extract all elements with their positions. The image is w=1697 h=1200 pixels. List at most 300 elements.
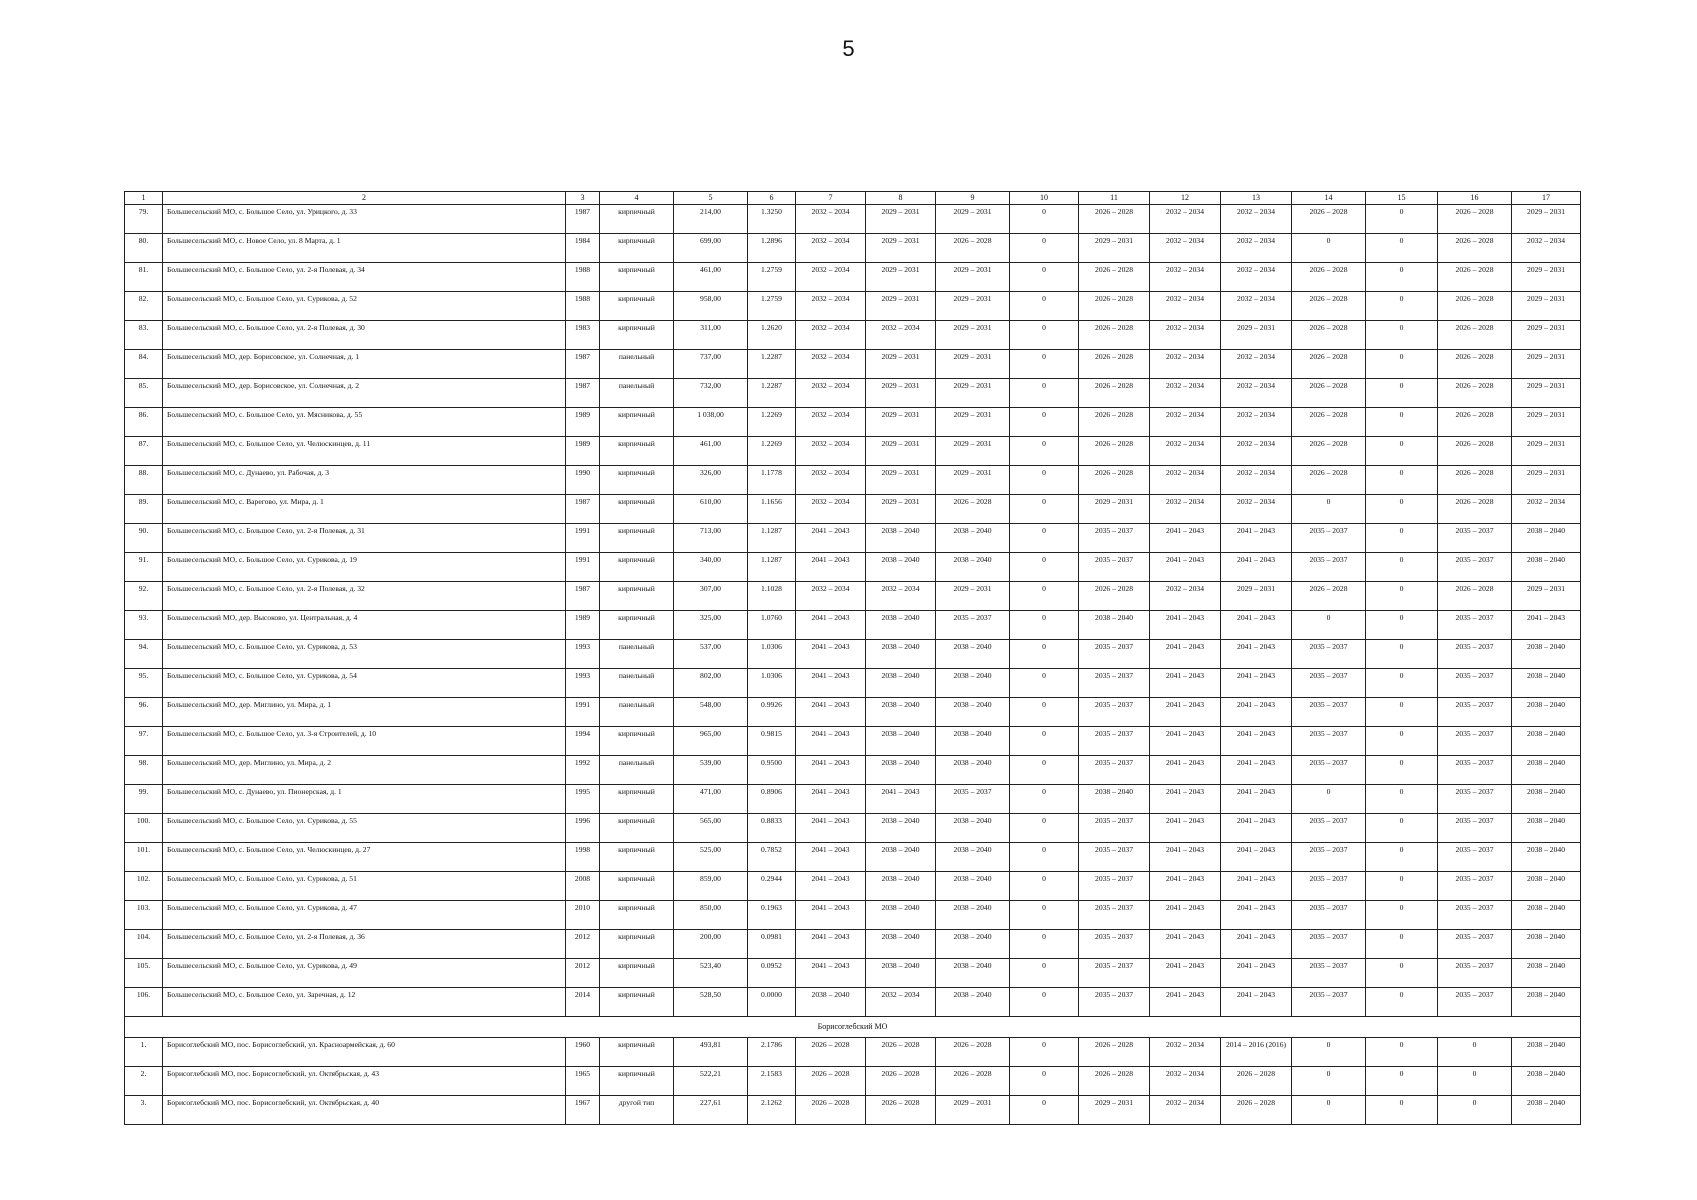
table-cell: 2041 – 2043 — [1221, 785, 1292, 814]
table-cell: 2038 – 2040 — [1512, 640, 1581, 669]
table-cell: 2038 – 2040 — [866, 756, 936, 785]
table-cell: 0 — [1366, 408, 1438, 437]
table-cell: 537,00 — [674, 640, 748, 669]
table-cell: 2035 – 2037 — [1438, 872, 1512, 901]
table-cell: 0 — [1366, 234, 1438, 263]
table-cell: 2032 – 2034 — [1221, 292, 1292, 321]
table-cell: 0.0000 — [748, 988, 796, 1017]
table-cell: 2035 – 2037 — [1079, 930, 1150, 959]
table-cell: кирпичный — [600, 466, 674, 495]
table-cell: 2032 – 2034 — [796, 292, 866, 321]
table-cell: другой тип — [600, 1096, 674, 1125]
row-number-cell: 105. — [125, 959, 163, 988]
table-cell: 2038 – 2040 — [1512, 872, 1581, 901]
table-cell: 2035 – 2037 — [1438, 930, 1512, 959]
table-cell: 2041 – 2043 — [796, 814, 866, 843]
table-cell: 713,00 — [674, 524, 748, 553]
table-cell: 2032 – 2034 — [1150, 1038, 1221, 1067]
table-cell: 0 — [1010, 756, 1079, 785]
address-cell: Большесельский МО, с. Варегово, ул. Мира, д. 1 — [163, 495, 566, 524]
table-cell: 1.2287 — [748, 350, 796, 379]
table-cell: 0.9500 — [748, 756, 796, 785]
table-cell: 2026 – 2028 — [936, 234, 1010, 263]
row-number-cell: 79. — [125, 205, 163, 234]
column-number-3: 3 — [566, 192, 600, 205]
table-cell: 1960 — [566, 1038, 600, 1067]
table-cell: 2.1262 — [748, 1096, 796, 1125]
table-cell: 326,00 — [674, 466, 748, 495]
row-number-cell: 92. — [125, 582, 163, 611]
row-number-cell: 82. — [125, 292, 163, 321]
table-cell: кирпичный — [600, 901, 674, 930]
table-cell: 2035 – 2037 — [1079, 959, 1150, 988]
table-cell: 2029 – 2031 — [866, 263, 936, 292]
column-number-row — [125, 192, 1581, 205]
table-cell: 0 — [1366, 1067, 1438, 1096]
table-cell: 2035 – 2037 — [1292, 814, 1366, 843]
table-cell: 2029 – 2031 — [936, 582, 1010, 611]
table-cell: 2038 – 2040 — [1512, 553, 1581, 582]
table-cell: 1.2269 — [748, 437, 796, 466]
table-cell: 214,00 — [674, 205, 748, 234]
table-cell: 0 — [1366, 524, 1438, 553]
table-cell: 2038 – 2040 — [866, 669, 936, 698]
table-cell: 2041 – 2043 — [796, 930, 866, 959]
table-cell: 2026 – 2028 — [1221, 1067, 1292, 1096]
table-cell: 0 — [1010, 872, 1079, 901]
address-cell: Большесельский МО, с. Большое Село, ул. Сурикова, д. 19 — [163, 553, 566, 582]
table-cell: 2041 – 2043 — [796, 611, 866, 640]
table-cell: 2026 – 2028 — [866, 1038, 936, 1067]
table-cell: 2041 – 2043 — [796, 553, 866, 582]
table-cell: 1987 — [566, 495, 600, 524]
table-row — [125, 234, 1581, 263]
column-number-17: 17 — [1512, 192, 1581, 205]
table-cell: 2032 – 2034 — [1150, 437, 1221, 466]
table-cell: 2038 – 2040 — [936, 988, 1010, 1017]
table-cell: 2010 — [566, 901, 600, 930]
table-cell: 0 — [1292, 611, 1366, 640]
table-cell: 2029 – 2031 — [936, 408, 1010, 437]
table-cell: 2038 – 2040 — [936, 698, 1010, 727]
table-cell: 2038 – 2040 — [936, 959, 1010, 988]
table-cell: 2041 – 2043 — [1221, 524, 1292, 553]
table-cell: 1.0306 — [748, 640, 796, 669]
table-cell: 2041 – 2043 — [1221, 843, 1292, 872]
table-cell: 2014 – 2016 (2016) — [1221, 1038, 1292, 1067]
table-row — [125, 785, 1581, 814]
table-row — [125, 350, 1581, 379]
table-cell: 2035 – 2037 — [1438, 727, 1512, 756]
table-cell: 2032 – 2034 — [1150, 495, 1221, 524]
table-cell: 1994 — [566, 727, 600, 756]
table-cell: 2038 – 2040 — [936, 930, 1010, 959]
table-cell: кирпичный — [600, 872, 674, 901]
table-row — [125, 321, 1581, 350]
table-cell: 2029 – 2031 — [936, 292, 1010, 321]
table-cell: 699,00 — [674, 234, 748, 263]
section-table-row — [125, 1096, 1581, 1125]
table-cell: 1 038,00 — [674, 408, 748, 437]
table-cell: 0.9926 — [748, 698, 796, 727]
table-cell: 2035 – 2037 — [1438, 698, 1512, 727]
table-cell: 2032 – 2034 — [796, 234, 866, 263]
address-cell: Большесельский МО, с. Дунаево, ул. Пионерская, д. 1 — [163, 785, 566, 814]
section-header-row — [125, 1017, 1581, 1038]
table-cell: 2035 – 2037 — [1438, 785, 1512, 814]
table-cell: 2026 – 2028 — [1438, 408, 1512, 437]
table-cell: 325,00 — [674, 611, 748, 640]
table-cell: 2041 – 2043 — [1221, 988, 1292, 1017]
address-cell: Большесельский МО, дер. Миглино, ул. Мира, д. 2 — [163, 756, 566, 785]
table-cell: 2038 – 2040 — [1512, 901, 1581, 930]
table-cell: 0 — [1010, 1067, 1079, 1096]
table-cell: 0 — [1010, 727, 1079, 756]
table-cell: 2026 – 2028 — [1292, 205, 1366, 234]
table-cell: 2032 – 2034 — [866, 988, 936, 1017]
table-cell: 850,00 — [674, 901, 748, 930]
table-cell: 2032 – 2034 — [1221, 234, 1292, 263]
table-cell: 2029 – 2031 — [866, 350, 936, 379]
table-cell: кирпичный — [600, 727, 674, 756]
table-cell: 2038 – 2040 — [1079, 785, 1150, 814]
table-cell: 1992 — [566, 756, 600, 785]
table-cell: 1.1287 — [748, 553, 796, 582]
table-cell: 0 — [1366, 205, 1438, 234]
table-cell: 2026 – 2028 — [1438, 466, 1512, 495]
table-cell: 2038 – 2040 — [1512, 727, 1581, 756]
table-cell: 2041 – 2043 — [1150, 698, 1221, 727]
table-cell: 2026 – 2028 — [1438, 350, 1512, 379]
table-cell: 2.1583 — [748, 1067, 796, 1096]
table-cell: 1991 — [566, 553, 600, 582]
table-cell: 0 — [1366, 872, 1438, 901]
table-cell: 2029 – 2031 — [1512, 582, 1581, 611]
table-cell: 732,00 — [674, 379, 748, 408]
table-cell: 2032 – 2034 — [1150, 350, 1221, 379]
table-cell: 737,00 — [674, 350, 748, 379]
row-number-cell: 87. — [125, 437, 163, 466]
row-number-cell: 81. — [125, 263, 163, 292]
column-number-16: 16 — [1438, 192, 1512, 205]
table-cell: 1988 — [566, 263, 600, 292]
table-cell: 2041 – 2043 — [1221, 553, 1292, 582]
table-cell: 2038 – 2040 — [936, 640, 1010, 669]
table-cell: 2041 – 2043 — [1512, 611, 1581, 640]
table-cell: 2038 – 2040 — [866, 727, 936, 756]
table-cell: 1.2269 — [748, 408, 796, 437]
table-cell: 2029 – 2031 — [1512, 350, 1581, 379]
table-cell: 0 — [1366, 698, 1438, 727]
table-cell: 2038 – 2040 — [936, 814, 1010, 843]
table-cell: 0.9815 — [748, 727, 796, 756]
table-cell: 2032 – 2034 — [796, 205, 866, 234]
table-cell: 1989 — [566, 408, 600, 437]
table-cell: кирпичный — [600, 495, 674, 524]
table-cell: 2029 – 2031 — [866, 234, 936, 263]
table-cell: 2026 – 2028 — [1292, 408, 1366, 437]
table-cell: кирпичный — [600, 814, 674, 843]
table-cell: 0 — [1010, 930, 1079, 959]
table-cell: 2029 – 2031 — [1512, 379, 1581, 408]
table-cell: 2035 – 2037 — [1292, 640, 1366, 669]
table-cell: 2029 – 2031 — [1512, 321, 1581, 350]
address-cell: Большесельский МО, дер. Высоково, ул. Центральная, д. 4 — [163, 611, 566, 640]
table-cell: 2026 – 2028 — [1292, 437, 1366, 466]
table-cell: кирпичный — [600, 553, 674, 582]
table-cell: 2041 – 2043 — [1221, 872, 1292, 901]
table-cell: 2026 – 2028 — [1079, 350, 1150, 379]
address-cell: Большесельский МО, с. Большое Село, ул. Сурикова, д. 51 — [163, 872, 566, 901]
table-cell: кирпичный — [600, 263, 674, 292]
table-cell: 2035 – 2037 — [1292, 727, 1366, 756]
table-row — [125, 930, 1581, 959]
table-cell: 2032 – 2034 — [1150, 408, 1221, 437]
table-row — [125, 988, 1581, 1017]
table-cell: 2026 – 2028 — [936, 495, 1010, 524]
table-cell: 2026 – 2028 — [796, 1038, 866, 1067]
table-cell: 2035 – 2037 — [1079, 698, 1150, 727]
table-cell: 2041 – 2043 — [1150, 756, 1221, 785]
table-cell: 2026 – 2028 — [796, 1067, 866, 1096]
table-cell: 2038 – 2040 — [1079, 611, 1150, 640]
table-cell: 1.1287 — [748, 524, 796, 553]
table-cell: 2035 – 2037 — [1438, 524, 1512, 553]
table-cell: 0.0981 — [748, 930, 796, 959]
table-cell: 2041 – 2043 — [796, 698, 866, 727]
table-cell: 2038 – 2040 — [1512, 756, 1581, 785]
table-cell: 0 — [1010, 263, 1079, 292]
table-cell: 2026 – 2028 — [1079, 466, 1150, 495]
table-cell: кирпичный — [600, 988, 674, 1017]
table-cell: 2026 – 2028 — [1079, 263, 1150, 292]
table-cell: кирпичный — [600, 408, 674, 437]
table-cell: 1998 — [566, 843, 600, 872]
table-cell: 2041 – 2043 — [796, 901, 866, 930]
table-cell: 523,40 — [674, 959, 748, 988]
table-cell: 0 — [1010, 843, 1079, 872]
table-cell: 1989 — [566, 611, 600, 640]
table-cell: 528,50 — [674, 988, 748, 1017]
table-row — [125, 727, 1581, 756]
table-cell: 2032 – 2034 — [1150, 263, 1221, 292]
table-cell: 0 — [1366, 466, 1438, 495]
repair-schedule-table-wrapper — [124, 191, 1580, 1125]
table-cell: 525,00 — [674, 843, 748, 872]
table-cell: 471,00 — [674, 785, 748, 814]
table-cell: 0.0952 — [748, 959, 796, 988]
table-cell: 2026 – 2028 — [1079, 292, 1150, 321]
table-cell: 0 — [1366, 611, 1438, 640]
table-cell: 2026 – 2028 — [1079, 437, 1150, 466]
table-cell: 2041 – 2043 — [1150, 640, 1221, 669]
table-cell: 2035 – 2037 — [1292, 988, 1366, 1017]
column-number-6: 6 — [748, 192, 796, 205]
table-cell: 2026 – 2028 — [1292, 466, 1366, 495]
table-cell: 340,00 — [674, 553, 748, 582]
table-cell: 2035 – 2037 — [1438, 901, 1512, 930]
table-cell: 0 — [1292, 1096, 1366, 1125]
table-cell: 2029 – 2031 — [936, 350, 1010, 379]
table-cell: кирпичный — [600, 234, 674, 263]
table-cell: 2035 – 2037 — [1079, 640, 1150, 669]
table-header — [125, 192, 1581, 205]
table-cell: 2038 – 2040 — [1512, 698, 1581, 727]
table-cell: 2041 – 2043 — [1150, 872, 1221, 901]
address-cell: Большесельский МО, с. Большое Село, ул. Мясникова, д. 55 — [163, 408, 566, 437]
row-number-cell: 94. — [125, 640, 163, 669]
column-number-13: 13 — [1221, 192, 1292, 205]
table-cell: 0 — [1010, 408, 1079, 437]
table-cell: 2038 – 2040 — [1512, 843, 1581, 872]
table-cell: 2029 – 2031 — [1512, 292, 1581, 321]
table-cell: 0 — [1366, 437, 1438, 466]
table-cell: 2029 – 2031 — [866, 379, 936, 408]
table-cell: 2032 – 2034 — [1221, 466, 1292, 495]
table-cell: 2041 – 2043 — [1150, 611, 1221, 640]
table-cell: 1.1778 — [748, 466, 796, 495]
address-cell: Большесельский МО, с. Большое Село, ул. Сурикова, д. 53 — [163, 640, 566, 669]
table-cell: 2041 – 2043 — [1150, 553, 1221, 582]
table-cell: 2038 – 2040 — [866, 843, 936, 872]
table-cell: 307,00 — [674, 582, 748, 611]
table-cell: 2029 – 2031 — [1512, 466, 1581, 495]
table-cell: 0 — [1010, 785, 1079, 814]
table-cell: 2032 – 2034 — [796, 350, 866, 379]
table-cell: 2026 – 2028 — [1079, 321, 1150, 350]
table-cell: 0 — [1010, 379, 1079, 408]
table-cell: 1983 — [566, 321, 600, 350]
table-cell: 2038 – 2040 — [936, 872, 1010, 901]
table-cell: кирпичный — [600, 437, 674, 466]
table-cell: панельный — [600, 640, 674, 669]
table-cell: 0 — [1010, 205, 1079, 234]
table-cell: 1993 — [566, 640, 600, 669]
table-cell: 2026 – 2028 — [1292, 582, 1366, 611]
table-cell: 0 — [1366, 756, 1438, 785]
table-cell: 0 — [1366, 582, 1438, 611]
table-cell: 0 — [1010, 901, 1079, 930]
table-cell: 0 — [1292, 1067, 1366, 1096]
row-number-cell: 88. — [125, 466, 163, 495]
table-cell: 493,81 — [674, 1038, 748, 1067]
table-cell: кирпичный — [600, 205, 674, 234]
address-cell: Большесельский МО, дер. Миглино, ул. Мира, д. 1 — [163, 698, 566, 727]
table-cell: 0 — [1010, 553, 1079, 582]
table-cell: 2032 – 2034 — [866, 582, 936, 611]
row-number-cell: 80. — [125, 234, 163, 263]
table-cell: 2041 – 2043 — [1150, 901, 1221, 930]
column-number-11: 11 — [1079, 192, 1150, 205]
table-cell: 2041 – 2043 — [1221, 756, 1292, 785]
table-cell: 2038 – 2040 — [866, 611, 936, 640]
table-cell: 2029 – 2031 — [936, 321, 1010, 350]
table-cell: 2041 – 2043 — [1150, 814, 1221, 843]
table-cell: панельный — [600, 756, 674, 785]
table-cell: 2032 – 2034 — [1150, 1096, 1221, 1125]
table-cell: 1967 — [566, 1096, 600, 1125]
table-cell: 2035 – 2037 — [1438, 640, 1512, 669]
table-row — [125, 611, 1581, 640]
table-cell: 0 — [1292, 785, 1366, 814]
table-cell: 0.8833 — [748, 814, 796, 843]
table-cell: панельный — [600, 379, 674, 408]
table-cell: 2032 – 2034 — [1150, 1067, 1221, 1096]
table-cell: 2026 – 2028 — [866, 1096, 936, 1125]
table-cell: 2029 – 2031 — [1512, 263, 1581, 292]
table-cell: 2038 – 2040 — [866, 524, 936, 553]
table-cell: 2041 – 2043 — [866, 785, 936, 814]
table-cell: 2026 – 2028 — [1438, 263, 1512, 292]
table-row — [125, 379, 1581, 408]
table-cell: 2041 – 2043 — [1221, 930, 1292, 959]
table-cell: 2038 – 2040 — [936, 901, 1010, 930]
table-cell: 0 — [1366, 263, 1438, 292]
table-cell: 1991 — [566, 698, 600, 727]
table-cell: 2038 – 2040 — [866, 814, 936, 843]
table-cell: 0.7852 — [748, 843, 796, 872]
table-cell: 2032 – 2034 — [796, 495, 866, 524]
table-cell: 2026 – 2028 — [1292, 263, 1366, 292]
table-cell: 2026 – 2028 — [1079, 1038, 1150, 1067]
table-body — [125, 205, 1581, 1125]
table-cell: 2035 – 2037 — [1438, 611, 1512, 640]
table-cell: 2026 – 2028 — [1292, 350, 1366, 379]
table-cell: 2026 – 2028 — [796, 1096, 866, 1125]
table-cell: 2029 – 2031 — [866, 205, 936, 234]
table-cell: 2035 – 2037 — [1438, 669, 1512, 698]
table-cell: 0 — [1366, 901, 1438, 930]
table-row — [125, 524, 1581, 553]
table-cell: 2029 – 2031 — [1512, 205, 1581, 234]
table-cell: 2041 – 2043 — [796, 640, 866, 669]
row-number-cell: 1. — [125, 1038, 163, 1067]
table-cell: кирпичный — [600, 785, 674, 814]
address-cell: Большесельский МО, с. Большое Село, ул. 2-я Полевая, д. 32 — [163, 582, 566, 611]
table-cell: 2038 – 2040 — [866, 640, 936, 669]
table-cell: 2038 – 2040 — [1512, 785, 1581, 814]
column-number-4: 4 — [600, 192, 674, 205]
table-cell: 2041 – 2043 — [796, 872, 866, 901]
table-cell: 311,00 — [674, 321, 748, 350]
row-number-cell: 84. — [125, 350, 163, 379]
table-cell: 2041 – 2043 — [796, 959, 866, 988]
table-row — [125, 698, 1581, 727]
table-cell: 0 — [1366, 640, 1438, 669]
table-cell: 522,21 — [674, 1067, 748, 1096]
table-cell: 2041 – 2043 — [1221, 901, 1292, 930]
table-row — [125, 872, 1581, 901]
table-cell: 2026 – 2028 — [1438, 437, 1512, 466]
table-cell: 2029 – 2031 — [936, 466, 1010, 495]
table-cell: 0 — [1010, 321, 1079, 350]
column-number-10: 10 — [1010, 192, 1079, 205]
table-cell: 0 — [1366, 785, 1438, 814]
table-cell: 2041 – 2043 — [796, 727, 866, 756]
table-cell: 2032 – 2034 — [1221, 408, 1292, 437]
table-row — [125, 553, 1581, 582]
table-cell: 2012 — [566, 930, 600, 959]
table-cell: 200,00 — [674, 930, 748, 959]
table-cell: 2029 – 2031 — [866, 466, 936, 495]
table-cell: 0 — [1010, 1096, 1079, 1125]
table-cell: 2032 – 2034 — [1150, 466, 1221, 495]
table-cell: 1965 — [566, 1067, 600, 1096]
table-cell: 965,00 — [674, 727, 748, 756]
table-cell: 0 — [1010, 959, 1079, 988]
table-cell: 2041 – 2043 — [1150, 669, 1221, 698]
table-cell: 2041 – 2043 — [1221, 698, 1292, 727]
